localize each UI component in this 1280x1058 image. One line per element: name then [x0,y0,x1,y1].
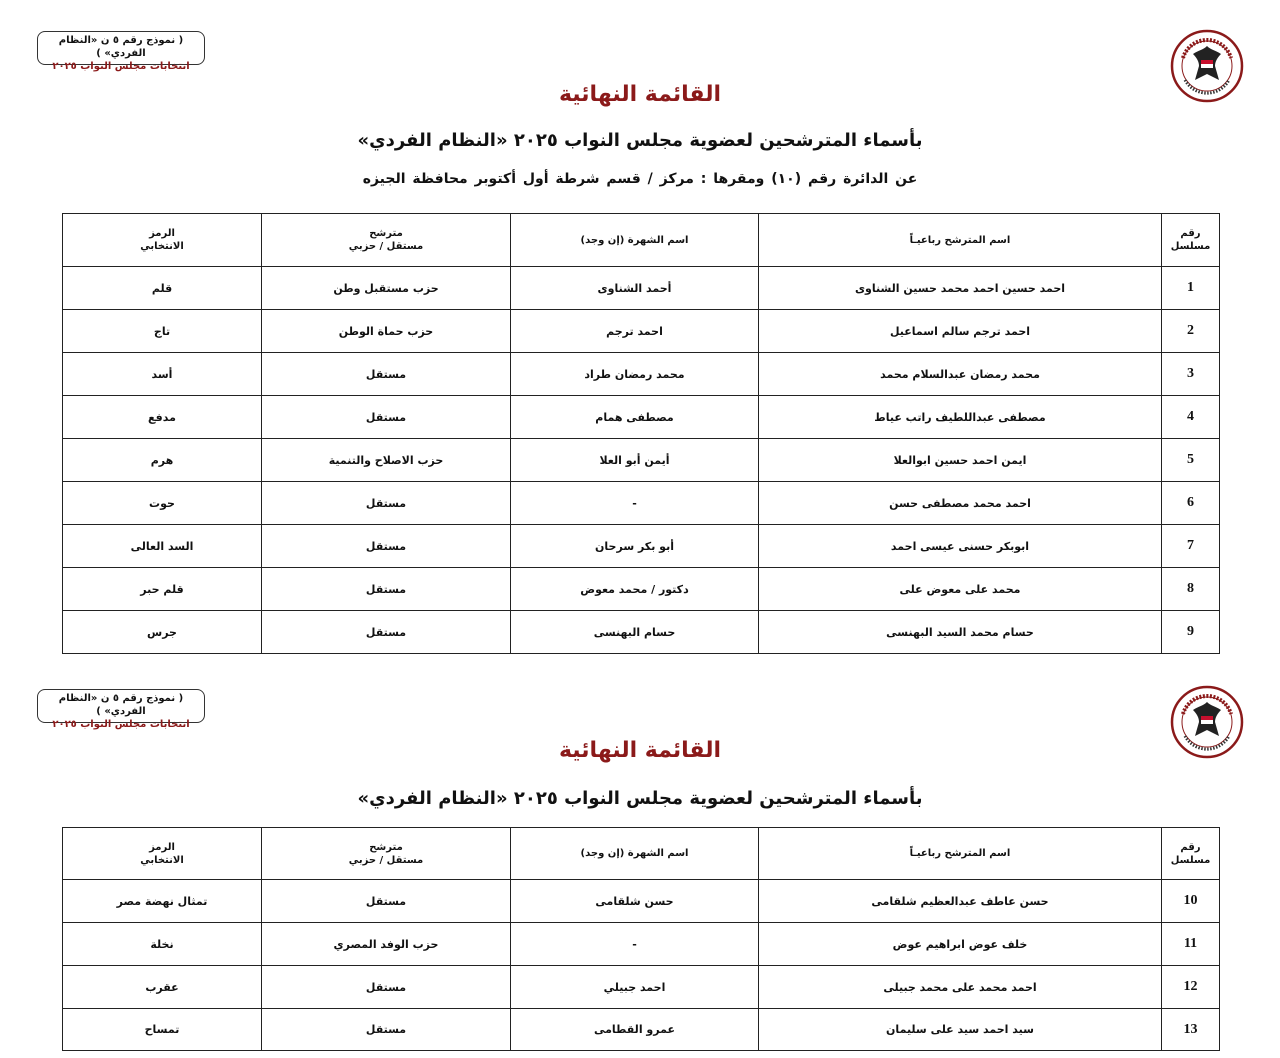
table-row [63,439,1220,482]
cell-full-name: احمد حسين احمد محمد حسين الشناوى [759,267,1162,310]
cell-affiliation: مستقل [262,396,511,439]
cell-nickname: محمد رمضان طراد [511,353,759,396]
page-title: القائمة النهائية [558,738,722,763]
cell-full-name: محمد على معوض على [759,568,1162,611]
cell-affiliation: مستقل [262,966,511,1009]
cell-nickname: احمد ترجم [511,310,759,353]
cell-symbol: مدفع [63,396,262,439]
cell-symbol: تمساح [63,1009,262,1051]
table-row [63,353,1220,396]
cell-serial: 10 [1162,880,1220,923]
cell-full-name: محمد رمضان عبدالسلام محمد [759,353,1162,396]
cell-full-name: احمد محمد على محمد جبيلى [759,966,1162,1009]
cell-nickname: مصطفى همام [511,396,759,439]
cell-nickname: حسن شلقامى [511,880,759,923]
cell-affiliation: حزب الوفد المصري [262,923,511,966]
table-row [63,525,1220,568]
cell-affiliation: مستقل [262,525,511,568]
cell-nickname: - [511,482,759,525]
table-header-row [63,828,1220,880]
cell-full-name: سيد احمد سيد على سليمان [759,1009,1162,1051]
cell-affiliation: مستقل [262,353,511,396]
table-row [63,267,1220,310]
cell-symbol: هرم [63,439,262,482]
cell-serial: 9 [1162,611,1220,654]
candidates-table [62,827,1220,1051]
table-row [63,923,1220,966]
form-label-line2: انتخابات مجلس النواب ٢٠٢٥ [52,719,190,730]
cell-affiliation: حزب الاصلاح والتنمية [262,439,511,482]
table-row [63,396,1220,439]
cell-affiliation: حزب مستقبل وطن [262,267,511,310]
table-row [63,966,1220,1009]
cell-full-name: احمد ترجم سالم اسماعيل [759,310,1162,353]
cell-serial: 7 [1162,525,1220,568]
cell-affiliation: حزب حماة الوطن [262,310,511,353]
cell-symbol: السد العالى [63,525,262,568]
page-title: القائمة النهائية [558,82,722,107]
header-symbol: الرمز الانتخابي [63,214,262,267]
cell-serial: 1 [1162,267,1220,310]
page-subtitle: بأسماء المترشحين لعضوية مجلس النواب ٢٠٢٥ «النظام الفردي» [357,788,923,809]
cell-serial: 2 [1162,310,1220,353]
table-row [63,880,1220,923]
cell-nickname: دكتور / محمد معوض [511,568,759,611]
header-serial: رقم مسلسل [1162,828,1220,880]
page-subtitle: بأسماء المترشحين لعضوية مجلس النواب ٢٠٢٥ «النظام الفردي» [357,130,923,151]
cell-symbol: تاج [63,310,262,353]
cell-serial: 5 [1162,439,1220,482]
cell-symbol: تمثال نهضة مصر [63,880,262,923]
cell-full-name: خلف عوض ابراهيم عوض [759,923,1162,966]
cell-serial: 12 [1162,966,1220,1009]
table-row [63,568,1220,611]
cell-full-name: ايمن احمد حسين ابوالعلا [759,439,1162,482]
district-info: عن الدائرة رقم (١٠) ومقرها : مركز / قسم شرطة أول أكتوبر محافظة الجيزه [362,171,918,187]
form-label-box [37,31,205,72]
cell-symbol: قلم [63,267,262,310]
cell-symbol: قلم حبر [63,568,262,611]
cell-symbol: عقرب [63,966,262,1009]
cell-serial: 13 [1162,1009,1220,1051]
cell-nickname: أبو بكر سرحان [511,525,759,568]
header-full-name: اسم المترشح رباعيـاً [759,828,1162,880]
cell-affiliation: مستقل [262,482,511,525]
header-symbol: الرمز الانتخابي [63,828,262,880]
cell-full-name: احمد محمد مصطفى حسن [759,482,1162,525]
cell-nickname: احمد جبيلي [511,966,759,1009]
cell-serial: 4 [1162,396,1220,439]
table-row [63,611,1220,654]
header-full-name: اسم المترشح رباعيـاً [759,214,1162,267]
cell-affiliation: مستقل [262,611,511,654]
cell-nickname: - [511,923,759,966]
candidates-table [62,213,1220,654]
cell-full-name: مصطفى عبداللطيف راتب عياط [759,396,1162,439]
cell-nickname: أحمد الشناوى [511,267,759,310]
header-serial: رقم مسلسل [1162,214,1220,267]
cell-full-name: حسام محمد السيد البهنسى [759,611,1162,654]
form-label-line2: انتخابات مجلس النواب ٢٠٢٥ [52,61,190,72]
cell-full-name: حسن عاطف عبدالعظيم شلقامى [759,880,1162,923]
header-affiliation: مترشح مستقل / حزبي [262,828,511,880]
cell-affiliation: مستقل [262,568,511,611]
header-affiliation: مترشح مستقل / حزبي [262,214,511,267]
form-label-line1: ( نموذج رقم ٥ ن «النظام الفردي» ) [58,35,184,59]
header-nickname: اسم الشهرة (إن وجد) [511,828,759,880]
cell-serial: 3 [1162,353,1220,396]
form-label-line1: ( نموذج رقم ٥ ن «النظام الفردي» ) [58,693,184,717]
table-row [63,1009,1220,1051]
cell-serial: 8 [1162,568,1220,611]
cell-symbol: نخلة [63,923,262,966]
cell-serial: 6 [1162,482,1220,525]
cell-affiliation: مستقل [262,1009,511,1051]
cell-affiliation: مستقل [262,880,511,923]
cell-full-name: ابوبكر حسنى عيسى احمد [759,525,1162,568]
cell-symbol: حوت [63,482,262,525]
cell-symbol: أسد [63,353,262,396]
form-label-box [37,689,205,730]
table-header-row [63,214,1220,267]
table-row [63,482,1220,525]
cell-nickname: عمرو القطامى [511,1009,759,1051]
cell-nickname: أيمن أبو العلا [511,439,759,482]
header-nickname: اسم الشهرة (إن وجد) [511,214,759,267]
cell-symbol: جرس [63,611,262,654]
cell-serial: 11 [1162,923,1220,966]
table-row [63,310,1220,353]
cell-nickname: حسام البهنسى [511,611,759,654]
